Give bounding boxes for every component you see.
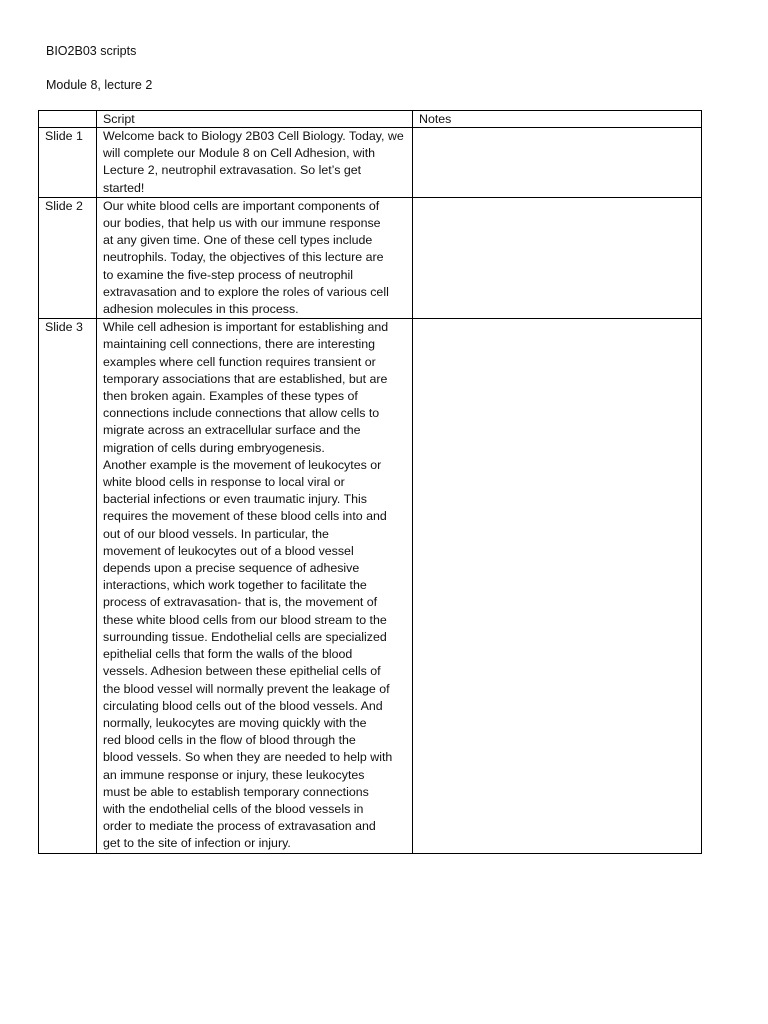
script-cell [97,197,413,318]
script-text: Welcome back to Biology 2B03 Cell Biology. Today, we will complete our Module 8 on Cell Adhesion, with Lecture 2, neutrophil extravasation. So let’s get started! [103,129,404,195]
notes-cell [413,128,702,198]
slide-label: Slide 3 [39,319,97,853]
notes-cell [413,319,702,853]
script-cell [97,319,413,853]
header-script: Script [97,111,413,128]
slide-label: Slide 1 [39,128,97,198]
document-subtitle: Module 8, lecture 2 [46,78,153,92]
document-title: BIO2B03 scripts [46,44,137,58]
header-notes: Notes [413,111,702,128]
table-row [39,197,702,318]
table-row [39,128,702,198]
script-text: Our white blood cells are important components of our bodies, that help us with our immune response at any given time. One of these cell types include neutrophils. Today, the objectives of this lecture are to examine the five-step process of neutrophil extravasation and to explore the roles of various cell adhesion molecules in this process. [103,198,389,317]
table-row [39,319,702,853]
script-text: While cell adhesion is important for establishing and maintaining cell connections, there are interesting examples where cell function requires transient or temporary associations that are established, but are then broken again. Examples of these types of connections include connections that allow cells to migrate across an extracellular surface and the migration of cells during embryogenesis. Another example is the movement of leukocytes or white blood cells in response to local viral or bacterial infections or even traumatic injury. This requires the movement of these blood cells into and out of our blood vessels. In particular, the movement of leukocytes out of a blood vessel depends upon a precise sequence of adhesive interactions, which work together to facilitate the process of extravasation- that is, the movement of these white blood cells from our blood stream to the surrounding tissue. Endothelial cells are specialized epithelial cells that form the walls of the blood vessels. Adhesion between these epithelial cells of the blood vessel will normally prevent the leakage of circulating blood cells out of the blood vessels. And normally, leukocytes are moving quickly with the red blood cells in the flow of blood through the blood vessels. So when they are needed to help with an immune response or injury, these leukocytes must be able to establish temporary connections with the endothelial cells of the blood vessels in order to mediate the process of extravasation and get to the site of infection or injury. [103,320,393,851]
table-header-row [39,111,702,128]
slide-label: Slide 2 [39,197,97,318]
header-slide [39,111,97,128]
script-table [38,110,702,854]
script-cell [97,128,413,198]
notes-cell [413,197,702,318]
